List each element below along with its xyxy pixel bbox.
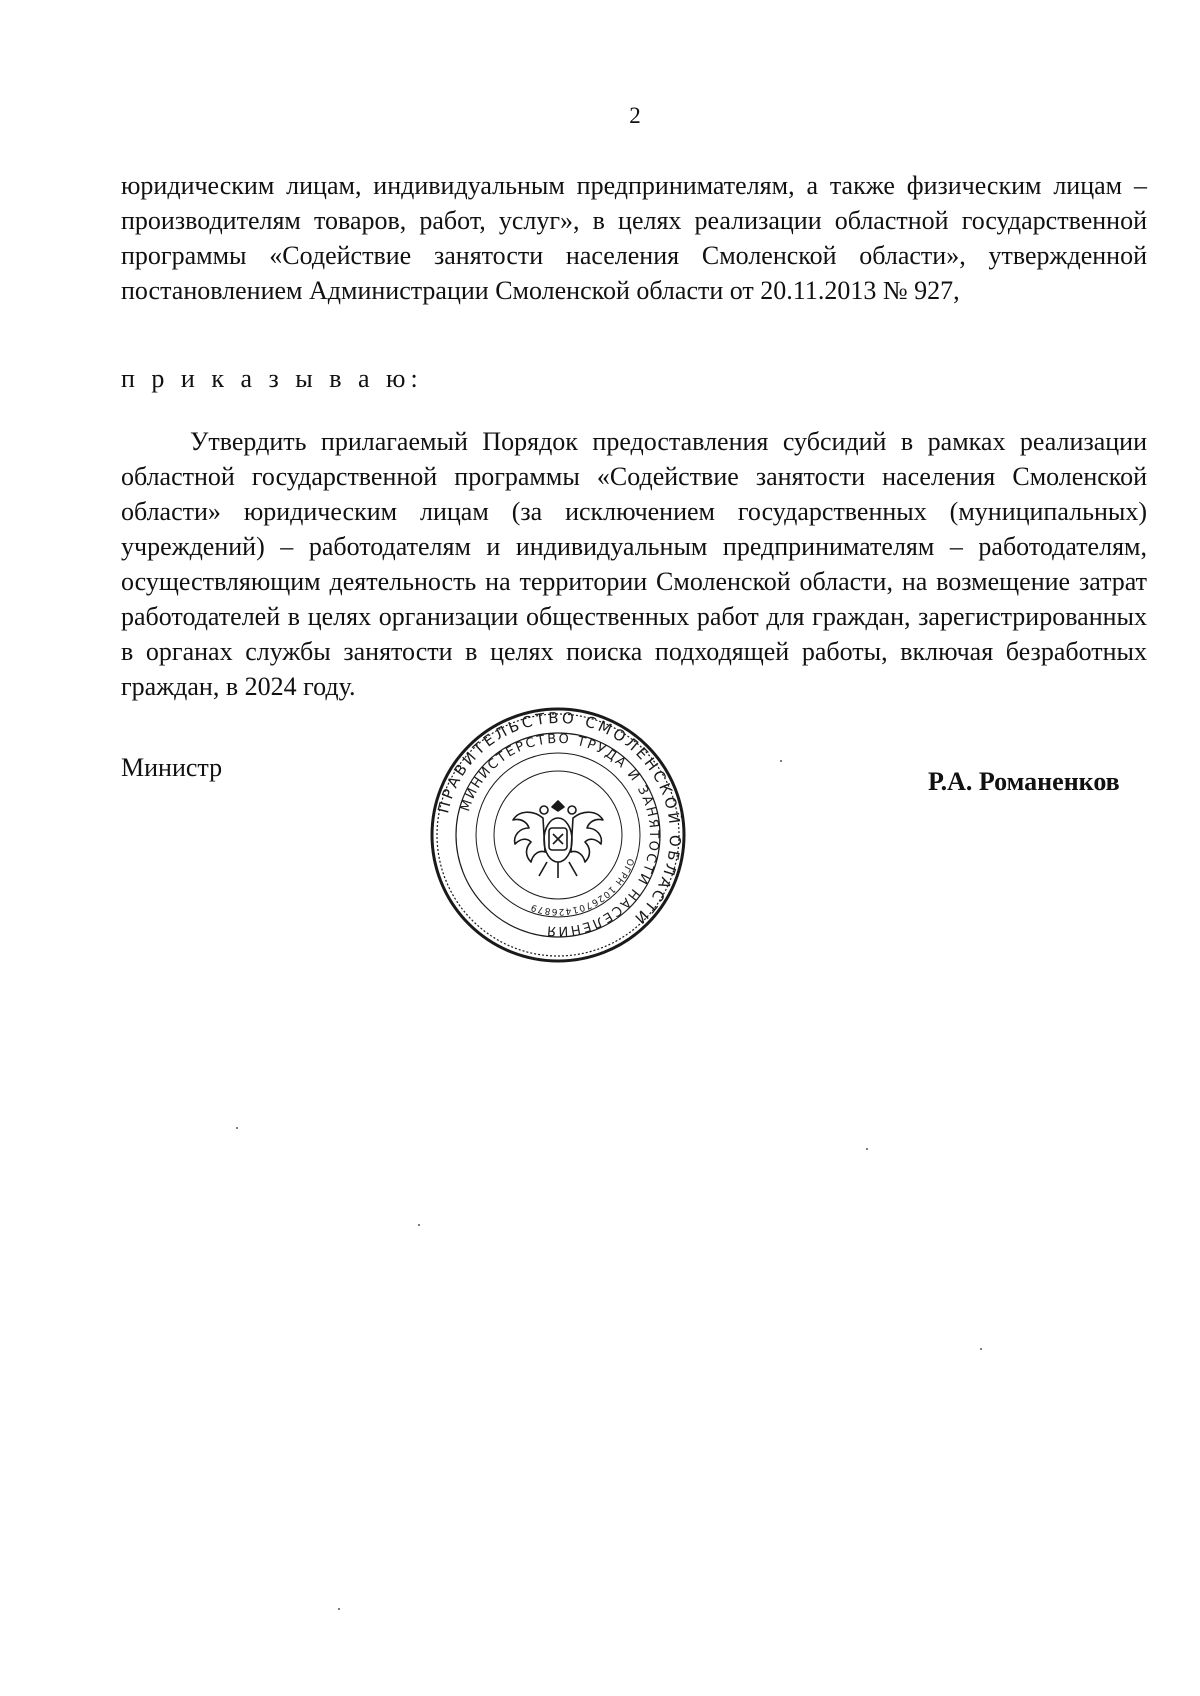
scan-speck [866, 1148, 868, 1150]
intro-paragraph: юридическим лицам, индивидуальным предпринимателям, а также физическим лицам – производителям товаров, работ, услуг», в целях реализации областной государственной программы «Содействие занятости населения Смоленской области», утвержденной постановлением Администрации Смоленской области от 20.11.2013 № 927, [121, 171, 1147, 305]
order-word: п р и к а з ы в а ю: [121, 364, 423, 393]
coat-of-arms-icon [513, 801, 603, 878]
official-seal [429, 706, 687, 964]
signer-position: Министр [121, 753, 223, 782]
scan-speck [236, 1127, 238, 1129]
seal-outer-text: ПРАВИТЕЛЬСТВО СМОЛЕНСКОЙ ОБЛАСТИ [434, 708, 685, 930]
seal-id-text: ОГРН 1026701426879 [529, 856, 636, 917]
scan-speck [418, 1224, 420, 1226]
seal-inner-text: МИНИСТЕРСТВО ТРУДА И ЗАНЯТОСТИ НАСЕЛЕНИЯ [458, 731, 662, 939]
signer-name: Р.А. Романенков [928, 767, 1120, 796]
scan-speck [980, 1348, 982, 1350]
scan-speck [780, 760, 782, 762]
page-number: 2 [629, 103, 641, 128]
scan-speck [338, 1608, 340, 1610]
main-paragraph: Утвердить прилагаемый Порядок предоставления субсидий в рамках реализации областной государственной программы «Содействие занятости населения Смоленской области» юридическим лицам (за исключением государственных (муниципальных) учреждений) – работодателям и индивидуальным предпринимателям – работодателям, осуществляющим деятельность на территории Смоленской области, на возмещение затрат работодателей в целях организации общественных работ для граждан, зарегистрированных в органах службы занятости в целях поиска подходящей работы, включая безработных граждан, в 2024 году. [121, 427, 1147, 701]
